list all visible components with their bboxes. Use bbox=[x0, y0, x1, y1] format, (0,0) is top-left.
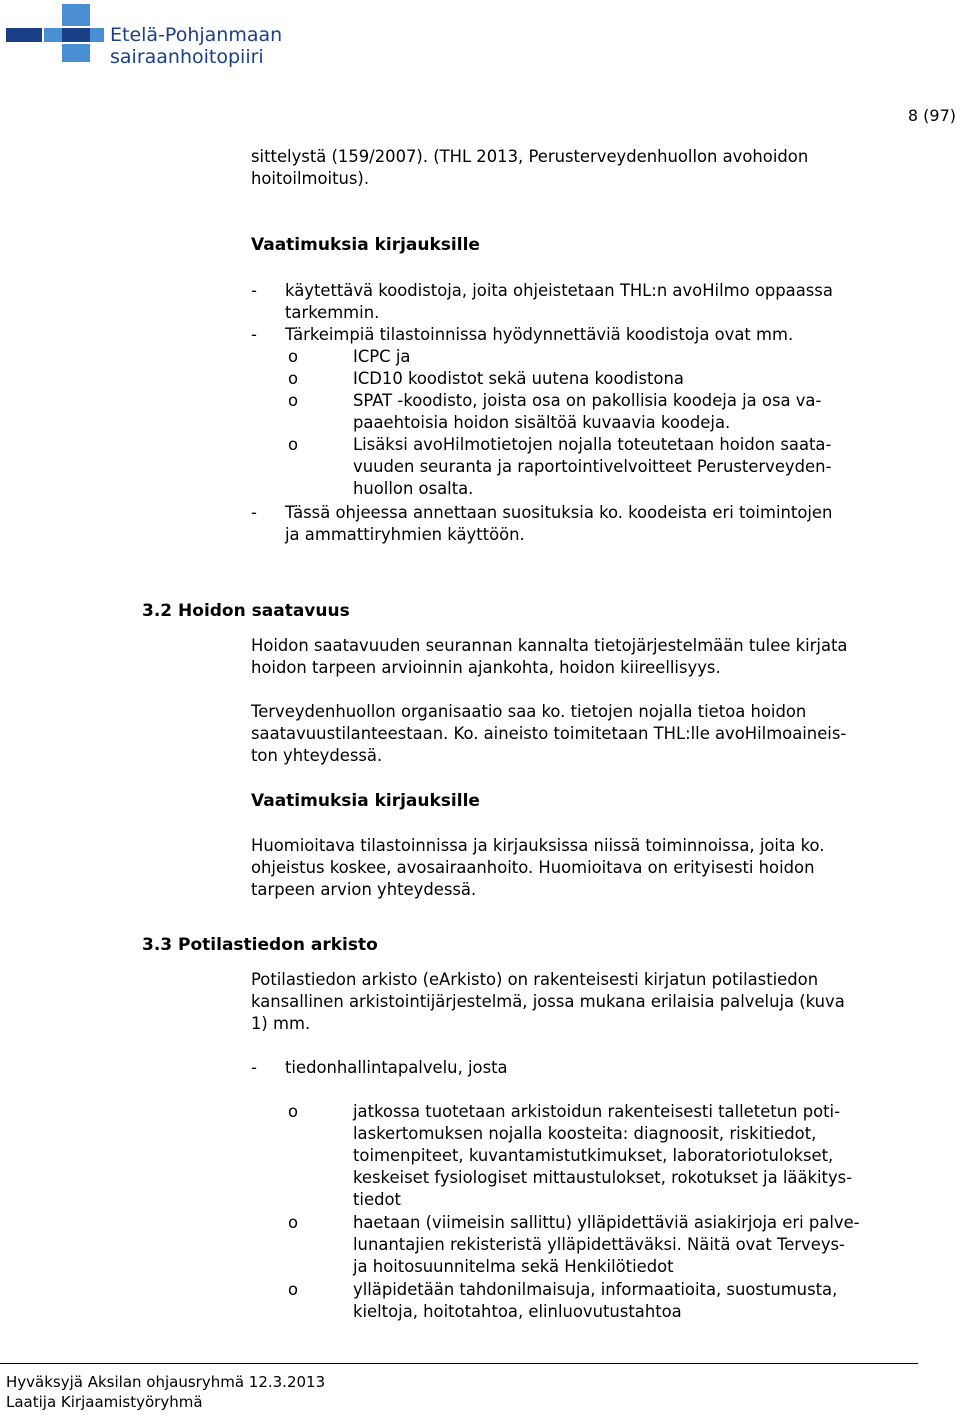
text-line: ton yhteydessä. bbox=[251, 746, 383, 765]
text-line: huollon osalta. bbox=[353, 479, 474, 498]
paragraph bbox=[251, 635, 919, 679]
circle-marker: o bbox=[288, 391, 299, 410]
text-line: lunantajien rekisteristä ylläpidettäväksi. Näitä ovat Terveys- bbox=[353, 1235, 845, 1254]
paragraph bbox=[251, 701, 919, 767]
logo-mark-icon bbox=[6, 4, 106, 64]
logo-text bbox=[110, 24, 282, 68]
organization-logo bbox=[6, 4, 306, 68]
text-line: ja hoitosuunnitelma sekä Henkilötiedot bbox=[353, 1257, 674, 1276]
text-line: kieltoja, hoitotahtoa, elinluovutustahtoa bbox=[353, 1302, 682, 1321]
text-line: keskeiset fysiologiset mittaustulokset, rokotukset ja lääkitys- bbox=[353, 1168, 853, 1187]
page-number: 8 (97) bbox=[907, 106, 956, 125]
text-line: vuuden seuranta ja raportointivelvoitteet Perusterveyden- bbox=[353, 457, 832, 476]
intro-paragraph bbox=[251, 146, 919, 190]
section-title-3-3: 3.3 Potilastiedon arkisto bbox=[142, 935, 378, 955]
footer-approver: Hyväksyjä Aksilan ohjausryhmä 12.3.2013 bbox=[6, 1373, 326, 1391]
text-line: Lisäksi avoHilmotietojen nojalla toteutetaan hoidon saata- bbox=[353, 435, 832, 454]
text-line: laskertomuksen nojalla koosteita: diagnoosit, riskitiedot, bbox=[353, 1124, 817, 1143]
footer-divider bbox=[0, 1363, 918, 1364]
text-line: ylläpidetään tahdonilmaisuja, informaatioita, suostumusta, bbox=[353, 1280, 838, 1299]
text-line: ICD10 koodistot sekä uutena koodistona bbox=[353, 369, 684, 388]
text-line: toimenpiteet, kuvantamistutkimukset, laboratoriotulokset, bbox=[353, 1146, 834, 1165]
text-line: hoitoilmoitus). bbox=[251, 169, 370, 188]
text-line: käytettävä koodistoja, joita ohjeistetaan THL:n avoHilmo oppaassa bbox=[285, 281, 833, 300]
text-line: 1) mm. bbox=[251, 1014, 311, 1033]
dash-marker: - bbox=[251, 325, 257, 344]
paragraph bbox=[251, 835, 919, 901]
text-line: SPAT -koodisto, joista osa on pakollisia koodeja ja osa va- bbox=[353, 391, 822, 410]
footer-author: Laatija Kirjaamistyöryhmä bbox=[6, 1393, 203, 1411]
text-line: paaehtoisia hoidon sisältöä kuvaavia koodeja. bbox=[353, 413, 731, 432]
text-line: ohjeistus koskee, avosairaanhoito. Huomioitava on erityisesti hoidon bbox=[251, 858, 815, 877]
text-line: Terveydenhuollon organisaatio saa ko. tietojen nojalla tietoa hoidon bbox=[251, 702, 807, 721]
circle-marker: o bbox=[288, 435, 299, 454]
text-line: ICPC ja bbox=[353, 347, 411, 366]
text-line: tarkemmin. bbox=[285, 303, 380, 322]
text-line: tiedot bbox=[353, 1190, 401, 1209]
text-line: saatavuustilanteestaan. Ko. aineisto toimitetaan THL:lle avoHilmoaineis- bbox=[251, 724, 847, 743]
requirements-heading: Vaatimuksia kirjauksille bbox=[251, 235, 480, 255]
text-line: Huomioitava tilastoinnissa ja kirjauksissa niissä toiminnoissa, joita ko. bbox=[251, 836, 825, 855]
section-title-3-2: 3.2 Hoidon saatavuus bbox=[142, 601, 350, 621]
text-line: tarpeen arvion yhteydessä. bbox=[251, 880, 477, 899]
circle-marker: o bbox=[288, 369, 299, 388]
circle-marker: o bbox=[288, 1280, 299, 1299]
circle-marker: o bbox=[288, 347, 299, 366]
text-line: Potilastiedon arkisto (eArkisto) on rakenteisesti kirjatun potilastiedon bbox=[251, 970, 819, 989]
paragraph bbox=[251, 969, 919, 1035]
dash-marker: - bbox=[251, 503, 257, 522]
text-line: ja ammattiryhmien käyttöön. bbox=[285, 525, 525, 544]
circle-marker: o bbox=[288, 1102, 299, 1121]
dash-marker: - bbox=[251, 281, 257, 300]
text-line: jatkossa tuotetaan arkistoidun rakenteisesti talletetun poti- bbox=[353, 1102, 841, 1121]
dash-marker: - bbox=[251, 1058, 257, 1077]
text-line: sittelystä (159/2007). (THL 2013, Perusterveydenhuollon avohoidon bbox=[251, 147, 809, 166]
logo-line-2: sairaanhoitopiiri bbox=[110, 46, 264, 68]
requirements-heading: Vaatimuksia kirjauksille bbox=[251, 791, 480, 811]
text-line: tiedonhallintapalvelu, josta bbox=[285, 1058, 508, 1077]
text-line: haetaan (viimeisin sallittu) ylläpidettäviä asiakirjoja eri palve- bbox=[353, 1213, 860, 1232]
text-line: hoidon tarpeen arvioinnin ajankohta, hoidon kiireellisyys. bbox=[251, 658, 721, 677]
text-line: Tässä ohjeessa annettaan suosituksia ko. koodeista eri toimintojen bbox=[285, 503, 833, 522]
logo-line-1: Etelä-Pohjanmaan bbox=[110, 24, 283, 46]
text-line: kansallinen arkistointijärjestelmä, jossa mukana erilaisia palveluja (kuva bbox=[251, 992, 845, 1011]
text-line: Hoidon saatavuuden seurannan kannalta tietojärjestelmään tulee kirjata bbox=[251, 636, 848, 655]
circle-marker: o bbox=[288, 1213, 299, 1232]
text-line: Tärkeimpiä tilastoinnissa hyödynnettäviä koodistoja ovat mm. bbox=[285, 325, 794, 344]
